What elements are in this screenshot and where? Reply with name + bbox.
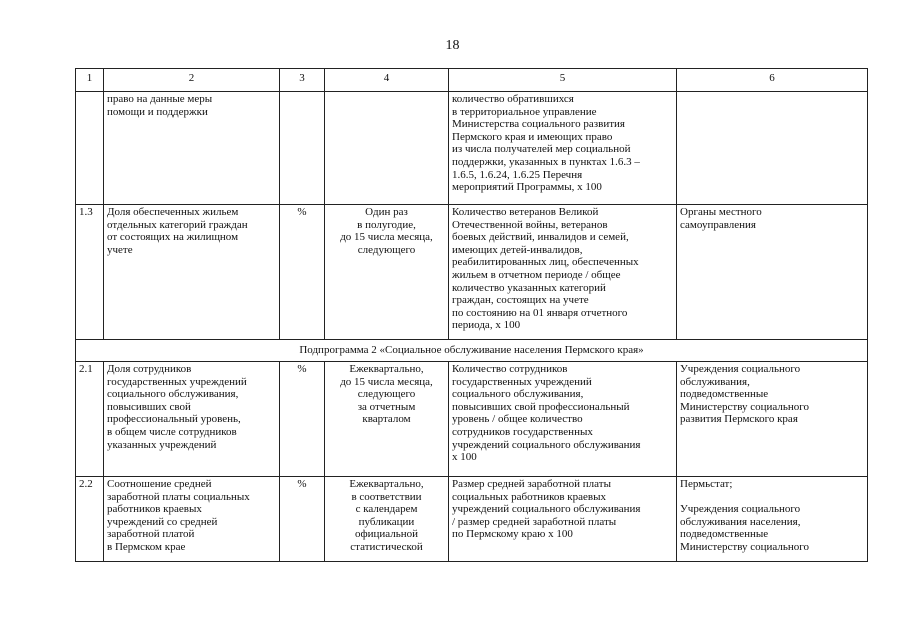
indicator-frequency <box>325 92 449 205</box>
indicator-frequency: Ежеквартально, до 15 числа месяца, следующего за отчетным кварталом <box>325 362 449 477</box>
column-number-1: 1 <box>76 69 104 92</box>
indicator-frequency: Один раз в полугодие, до 15 числа месяца, следующего <box>325 205 449 340</box>
indicator-formula: количество обратившихся в территориальное управление Министерства социального развития Пермского края и имеющих право из числа получателей мер социальной поддержки, указанных в пунктах 1.6.3 – 1.6.5, 1.6.24, 1.6.25 Перечня мероприятий Программы, х 100 <box>449 92 677 205</box>
indicator-unit: % <box>280 205 325 340</box>
table-header-row <box>76 69 868 92</box>
indicator-unit: % <box>280 477 325 562</box>
table-row <box>76 205 868 340</box>
indicator-name: Соотношение средней заработной платы социальных работников краевых учреждений со средней заработной платой в Пермском крае <box>104 477 280 562</box>
indicator-formula: Размер средней заработной платы социальных работников краевых учреждений социального обслуживания / размер средней заработной платы по Пермскому краю х 100 <box>449 477 677 562</box>
indicator-number: 1.3 <box>76 205 104 340</box>
indicator-unit <box>280 92 325 205</box>
table-row <box>76 477 868 562</box>
indicator-source: Учреждения социального обслуживания, подведомственные Министерству социального развития Пермского края <box>677 362 868 477</box>
page-number: 18 <box>445 38 460 53</box>
indicator-number <box>76 92 104 205</box>
indicators-table <box>75 68 868 562</box>
subprogram-title: Подпрограмма 2 «Социальное обслуживание населения Пермского края» <box>76 340 868 362</box>
indicator-formula: Количество ветеранов Великой Отечественной войны, ветеранов боевых действий, инвалидов и семей, имеющих детей-инвалидов, реабилитированных лиц, обеспеченных жильем в отчетном периоде / общее количество указанных категорий граждан, состоящих на учете по состоянию на 01 января отчетного периода, х 100 <box>449 205 677 340</box>
indicator-number: 2.1 <box>76 362 104 477</box>
indicator-frequency: Ежеквартально, в соответствии с календарем публикации официальной статистической <box>325 477 449 562</box>
indicator-number: 2.2 <box>76 477 104 562</box>
column-number-3: 3 <box>280 69 325 92</box>
table-row <box>76 92 868 205</box>
indicator-name: Доля сотрудников государственных учреждений социального обслуживания, повысивших свой профессиональный уровень, в общем числе сотрудников указанных учреждений <box>104 362 280 477</box>
table-row <box>76 362 868 477</box>
column-number-2: 2 <box>104 69 280 92</box>
subprogram-row <box>76 340 868 362</box>
indicator-formula: Количество сотрудников государственных учреждений социального обслуживания, повысивших свой профессиональный уровень / общее количество сотрудников государственных учреждений социального обслуживания х 100 <box>449 362 677 477</box>
indicator-source: Органы местного самоуправления <box>677 205 868 340</box>
column-number-4: 4 <box>325 69 449 92</box>
column-number-5: 5 <box>449 69 677 92</box>
indicator-unit: % <box>280 362 325 477</box>
column-number-6: 6 <box>677 69 868 92</box>
indicator-name: Доля обеспеченных жильем отдельных категорий граждан от состоящих на жилищном учете <box>104 205 280 340</box>
indicator-source: Пермьстат; Учреждения социального обслуживания населения, подведомственные Министерству социального <box>677 477 868 562</box>
indicator-source <box>677 92 868 205</box>
indicator-name: право на данные меры помощи и поддержки <box>104 92 280 205</box>
